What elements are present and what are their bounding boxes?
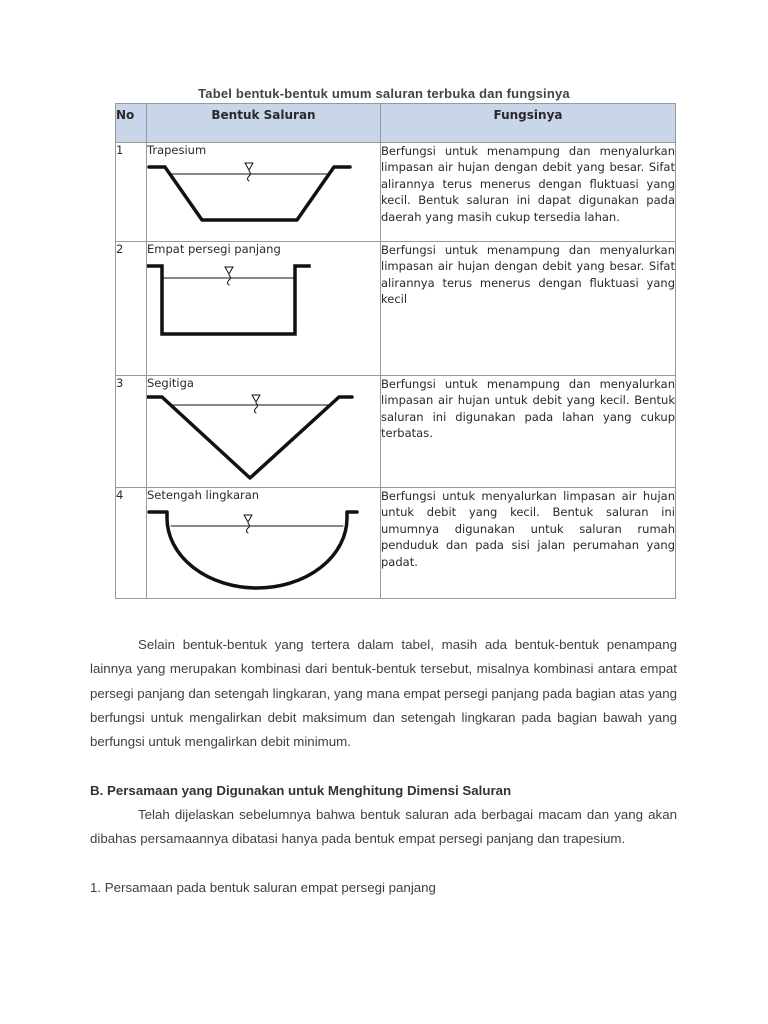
shape-name: Setengah lingkaran (147, 488, 260, 502)
function-text: Berfungsi untuk menampung dan menyalurkan limpasan air hujan dengan debit yang besar. Sifat alirannya terus menerus dengan fluktuasi yang kecil. Bentuk saluran ini dapat digunakan pada daerah yang masih cukup tersedia lahan. (381, 143, 676, 242)
table-row (116, 143, 676, 242)
channel-shapes-table (115, 103, 676, 599)
shape-name: Trapesium (147, 143, 207, 157)
shape-name: Segitiga (147, 376, 194, 390)
header-no: No (116, 104, 147, 143)
table-caption: Tabel bentuk-bentuk umum saluran terbuka dan fungsinya (198, 86, 570, 101)
table-row (116, 488, 676, 599)
shape-cell (147, 376, 381, 488)
function-text: Berfungsi untuk menampung dan menyalurkan limpasan air hujan dengan debit yang besar. Sifat alirannya terus menerus dengan fluktuasi yang kecil (381, 242, 676, 376)
function-text: Berfungsi untuk menyalurkan limpasan air hujan untuk debit yang kecil. Bentuk saluran ini umumnya digunakan untuk saluran rumah penduduk dan pada sisi jalan perumahan yang padat. (381, 488, 676, 599)
triangular-channel-icon (147, 392, 362, 482)
row-number: 1 (116, 143, 147, 242)
row-number: 4 (116, 488, 147, 599)
rectangular-channel-icon (147, 258, 362, 343)
paragraph-scope: Telah dijelaskan sebelumnya bahwa bentuk saluran ada berbagai macam dan yang akan dibahas persamaannya dibatasi hanya pada bentuk empat persegi panjang dan trapesium. (90, 807, 677, 847)
section-heading: B. Persamaan yang Digunakan untuk Menghitung Dimensi Saluran (90, 783, 512, 798)
row-number: 3 (116, 376, 147, 488)
header-shape: Bentuk Saluran (147, 104, 381, 143)
numbered-item: 1. Persamaan pada bentuk saluran empat persegi panjang (90, 880, 436, 895)
function-text: Berfungsi untuk menampung dan menyalurkan limpasan air hujan untuk debit yang kecil. Bentuk saluran ini digunakan pada lahan yang cukup terbatas. (381, 376, 676, 488)
shape-cell (147, 143, 381, 242)
row-number: 2 (116, 242, 147, 376)
table-row (116, 242, 676, 376)
paragraph-combination-shapes: Selain bentuk-bentuk yang tertera dalam tabel, masih ada bentuk-bentuk penampang lainnya yang merupakan kombinasi dari bentuk-bentuk tersebut, misalnya kombinasi antara empat persegi panjang dan setengah lingkaran, yang mana empat persegi panjang pada bagian atas yang berfungsi untuk mengalirkan debit maksimum dan setengah lingkaran pada bagian bawah yang berfungsi untuk mengalirkan debit minimum. (90, 637, 677, 750)
semicircular-channel-icon (147, 504, 362, 592)
shape-cell (147, 488, 381, 599)
table-row (116, 376, 676, 488)
header-function: Fungsinya (381, 104, 676, 143)
table-header-row (116, 104, 676, 143)
shape-cell (147, 242, 381, 376)
shape-name: Empat persegi panjang (147, 242, 281, 256)
trapezoid-channel-icon (147, 159, 362, 239)
